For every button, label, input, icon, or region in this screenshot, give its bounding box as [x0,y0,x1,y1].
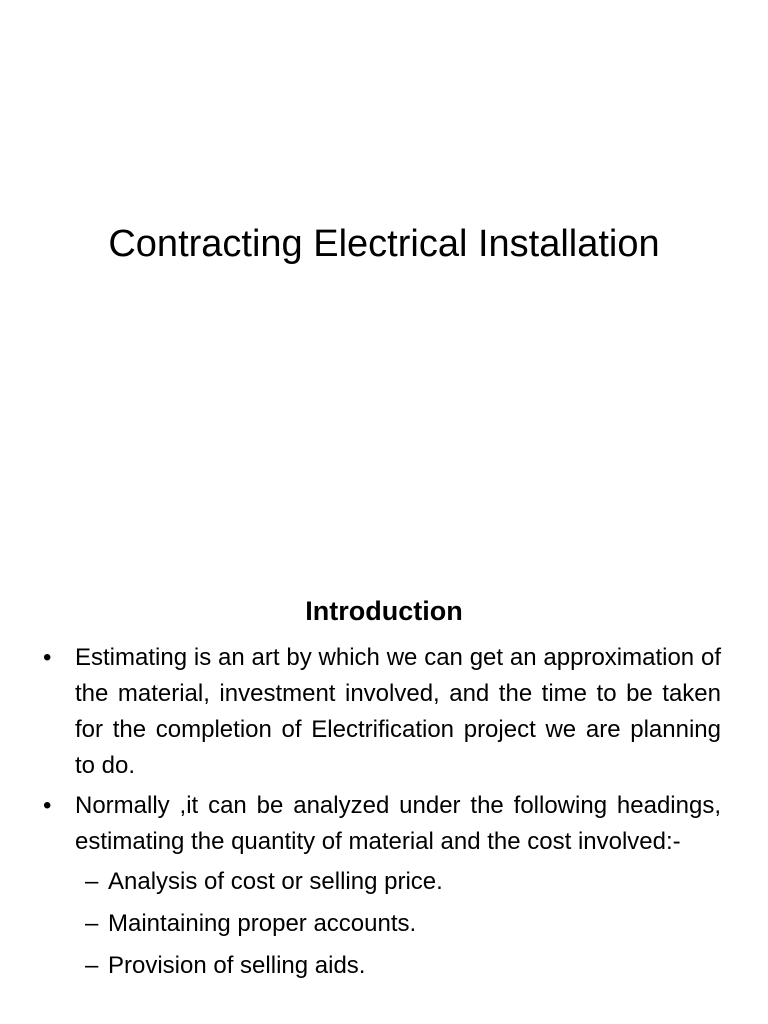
sub-item-text: Analysis of cost or selling price. [108,868,443,895]
bullet-list [0,640,768,990]
sub-item-selling-aids [0,948,768,984]
dash-icon: – [85,910,99,937]
sub-item-text: Provision of selling aids. [108,952,366,979]
sub-item-accounts [0,906,768,942]
slide-title: Contracting Electrical Installation [108,223,660,265]
bullet-icon: • [43,792,52,819]
bullet-text: Estimating is an art by which we can get an approximation of the material, investment involved, and the time to be taken for the completion of Electrification project we are planning to do. [75,644,721,779]
sub-item-analysis [0,864,768,900]
bullet-text: Normally ,it can be analyzed under the following headings, estimating the quantity of material and the cost involved:- [75,792,721,855]
bullet-icon: • [43,644,52,671]
sub-item-text: Maintaining proper accounts. [108,910,417,937]
bullet-item-normally [0,788,768,860]
dash-icon: – [85,868,99,895]
sub-list [0,864,768,984]
bullet-item-estimating [0,640,768,784]
section-heading-introduction: Introduction [305,596,463,626]
dash-icon: – [85,952,99,979]
sub-list-container [0,864,768,984]
